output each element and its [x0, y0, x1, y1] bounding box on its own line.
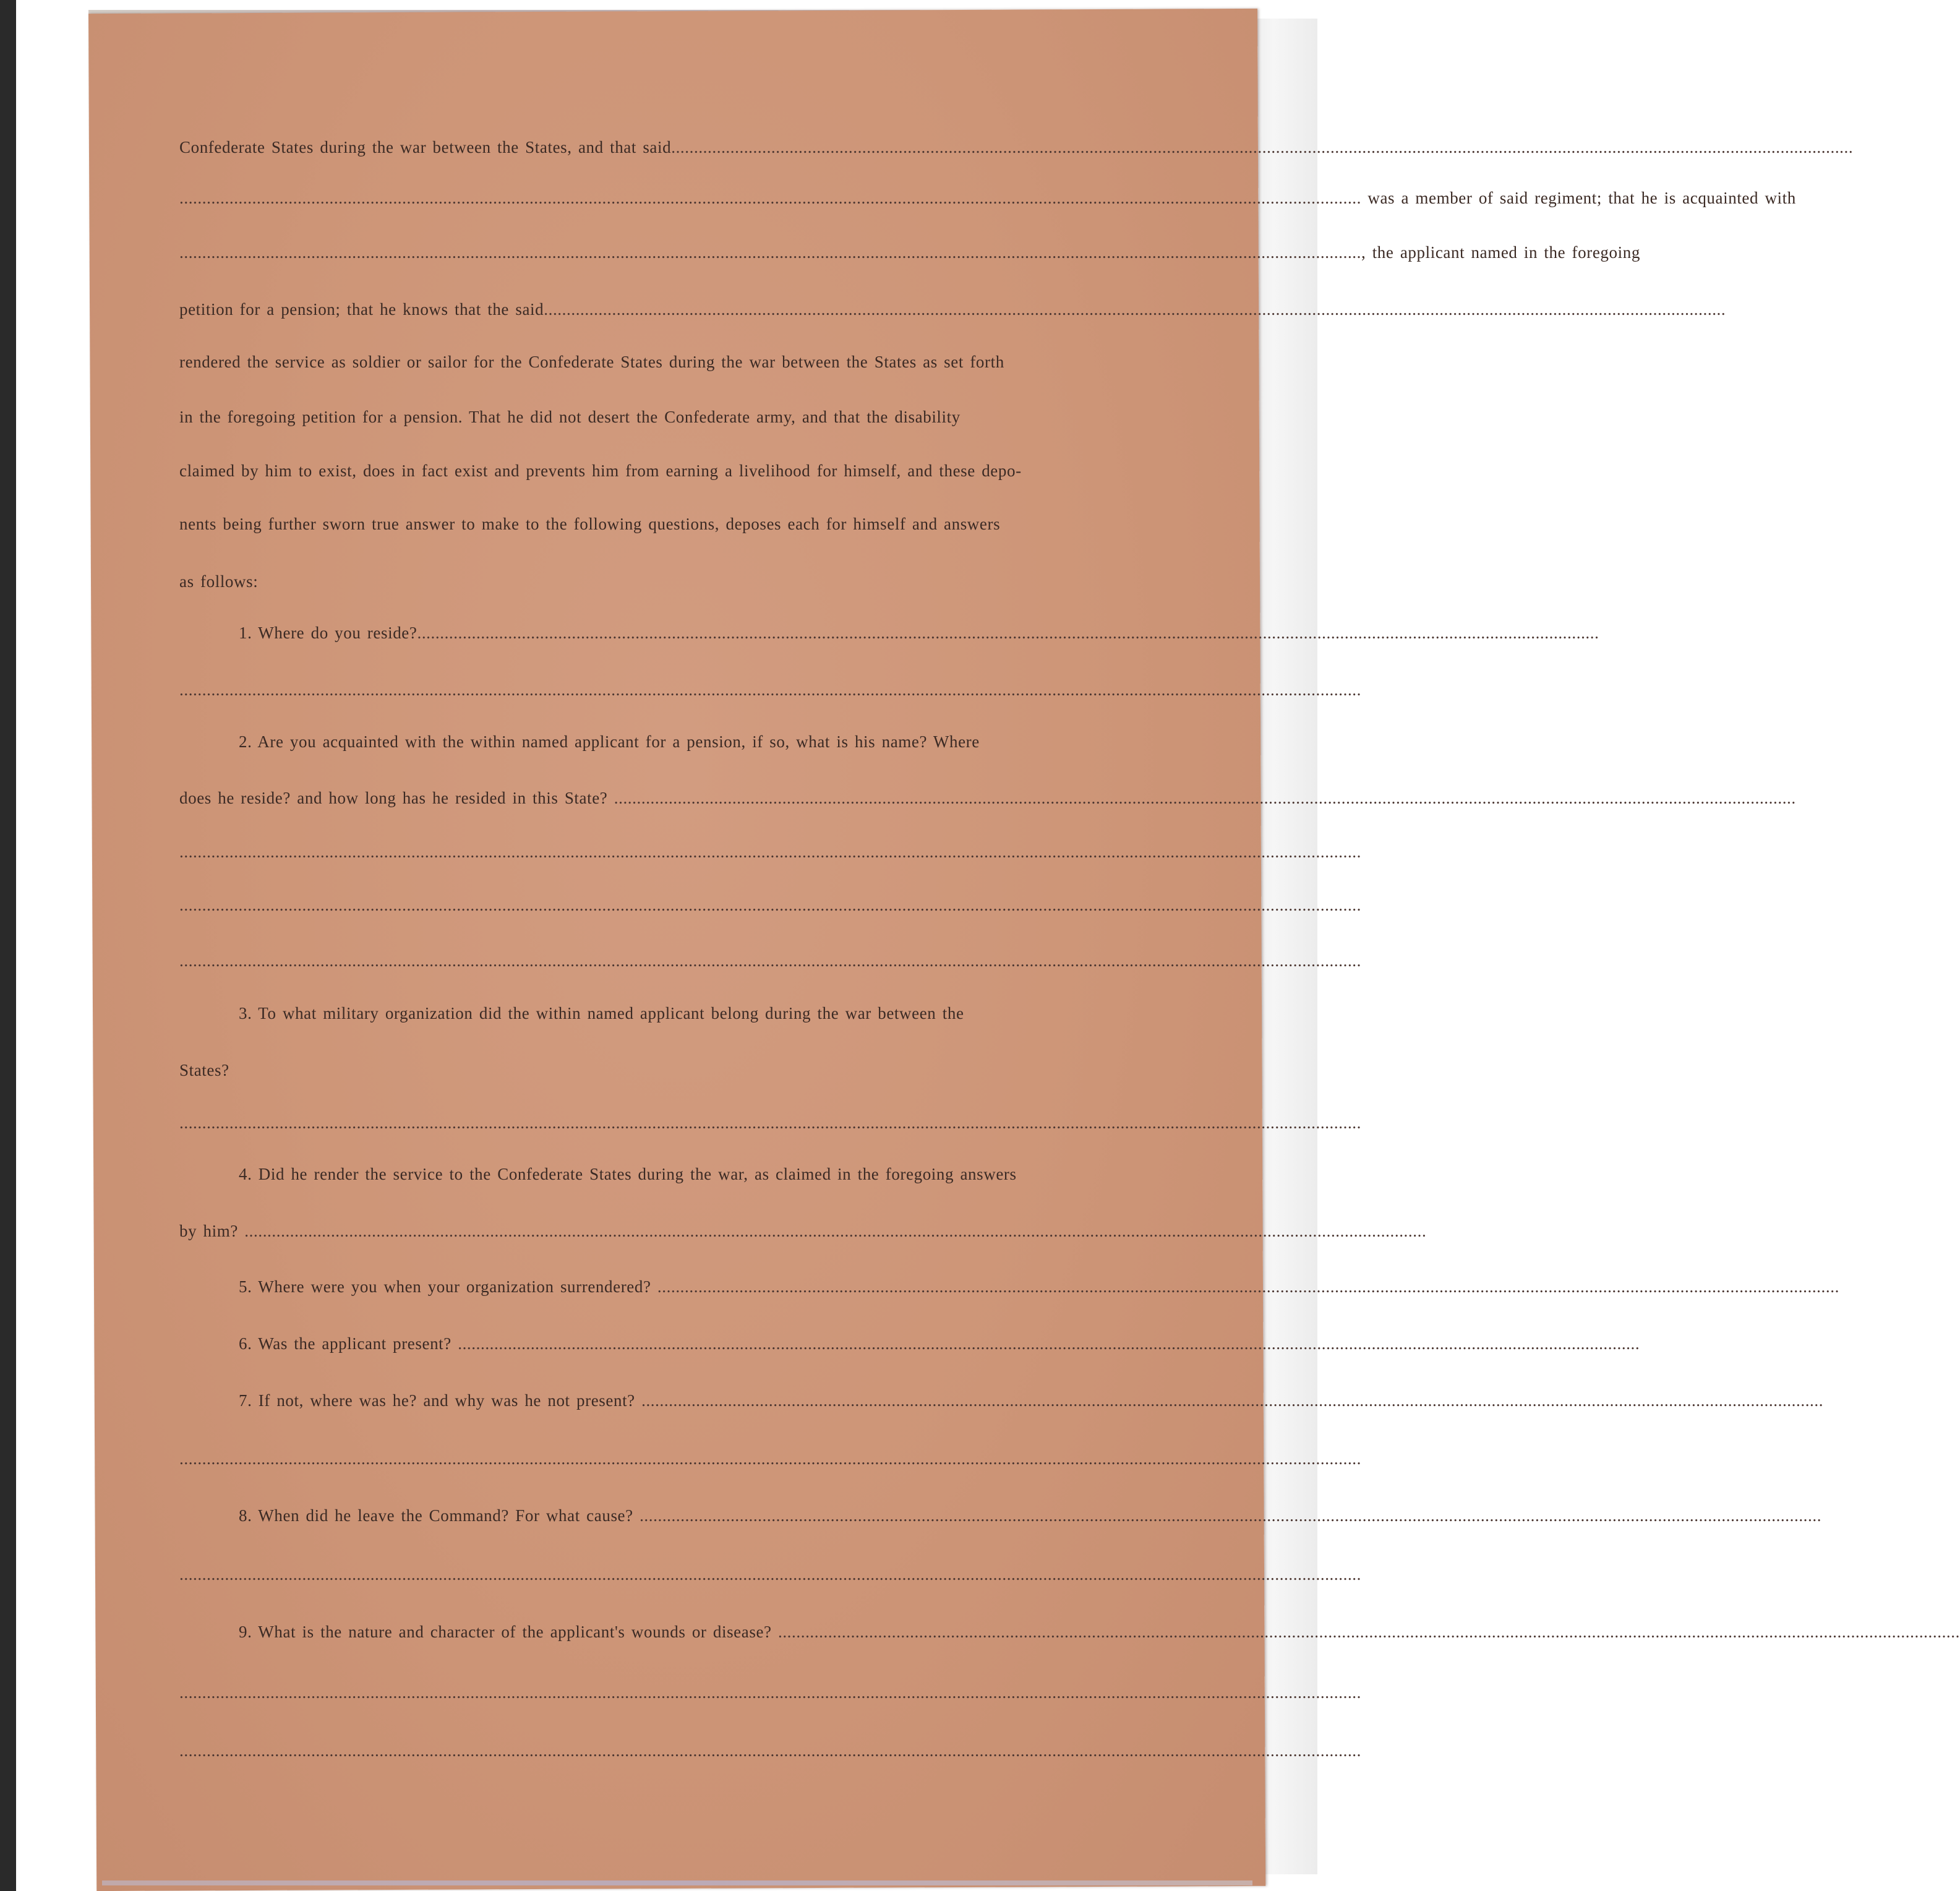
- fill-in-blank: ....................................................................................................................................................................................................................................................................: [544, 300, 1726, 319]
- line-text: as follows:: [179, 572, 259, 591]
- fill-in-blank: ....................................................................................................................................................................................................................................................................: [641, 1391, 1824, 1410]
- question-7: [239, 1388, 1824, 1413]
- text-line: [179, 186, 1796, 210]
- line-text: 6. Was the applicant present?: [239, 1334, 458, 1353]
- line-text: Confederate States during the war between the States, and that said: [179, 138, 672, 157]
- line-text: , the applicant named in the foregoing: [1361, 243, 1640, 262]
- question-4: [239, 1162, 1168, 1186]
- fill-in-blank: ....................................................................................................................................................................................................................................................................: [179, 951, 1361, 970]
- text-line: [179, 458, 1168, 483]
- fill-in-blank: ....................................................................................................................................................................................................................................................................: [179, 1683, 1361, 1702]
- line-text: in the foregoing petition for a pension. That he did not desert the Confederate army, and that the disability: [179, 408, 961, 426]
- fill-in-blank: ....................................................................................................................................................................................................................................................................: [417, 624, 1599, 642]
- fill-in-blank: ....................................................................................................................................................................................................................................................................: [179, 843, 1361, 861]
- question-6: [239, 1331, 1640, 1356]
- question-8: [239, 1503, 1822, 1528]
- line-text: petition for a pension; that he knows that the said: [179, 300, 544, 319]
- text-line: [179, 135, 1854, 160]
- fill-in-blank: ....................................................................................................................................................................................................................................................................: [777, 1623, 1960, 1641]
- fill-in-blank: ....................................................................................................................................................................................................................................................................: [179, 1565, 1361, 1584]
- fill-in-blank: ....................................................................................................................................................................................................................................................................: [244, 1222, 1427, 1240]
- text-line: [179, 786, 1796, 810]
- fill-in-blank: ....................................................................................................................................................................................................................................................................: [179, 1449, 1361, 1468]
- text-line: [179, 240, 1640, 265]
- fill-in-blank: ....................................................................................................................................................................................................................................................................: [179, 1741, 1361, 1760]
- question-2: [239, 729, 1168, 754]
- line-text: 1. Where do you reside?: [239, 624, 417, 642]
- answer-blank: [179, 948, 1361, 973]
- text-line: [179, 569, 1168, 594]
- line-text: 4. Did he render the service to the Confederate States during the war, as claimed in the foregoing answers: [239, 1165, 1017, 1183]
- fill-in-blank: ....................................................................................................................................................................................................................................................................: [458, 1334, 1640, 1353]
- text-line: [179, 405, 1168, 429]
- line-text: was a member of said regiment; that he is acquainted with: [1361, 189, 1796, 207]
- text-line: [179, 297, 1726, 322]
- paper-bottom-edge: [102, 1880, 1252, 1885]
- line-text: rendered the service as soldier or sailor for the Confederate States during the war between the States as set forth: [179, 353, 1004, 371]
- line-text: 5. Where were you when your organization surrendered?: [239, 1277, 657, 1296]
- answer-blank: [179, 1110, 1361, 1135]
- answer-blank: [179, 839, 1361, 864]
- fill-in-blank: ....................................................................................................................................................................................................................................................................: [640, 1506, 1822, 1525]
- fill-in-blank: ....................................................................................................................................................................................................................................................................: [179, 1113, 1361, 1132]
- line-text: nents being further sworn true answer to make to the following questions, deposes each for himself and answers: [179, 515, 1001, 533]
- answer-blank: [179, 1738, 1361, 1763]
- line-text: 2. Are you acquainted with the within named applicant for a pension, if so, what is his name? Where: [239, 732, 980, 751]
- text-line: [179, 512, 1168, 536]
- line-text: States?: [179, 1061, 229, 1079]
- text-line: [179, 349, 1168, 374]
- fill-in-blank: ....................................................................................................................................................................................................................................................................: [657, 1277, 1839, 1296]
- question-9: [239, 1619, 1960, 1644]
- fill-in-blank: ....................................................................................................................................................................................................................................................................: [179, 189, 1361, 207]
- answer-blank: [179, 1680, 1361, 1705]
- question-1: [239, 620, 1599, 645]
- line-text: 7. If not, where was he? and why was he not present?: [239, 1391, 642, 1410]
- line-text: does he reside? and how long has he resided in this State?: [179, 789, 614, 807]
- fill-in-blank: ....................................................................................................................................................................................................................................................................: [179, 680, 1361, 699]
- answer-blank: [179, 893, 1361, 917]
- fill-in-blank: ....................................................................................................................................................................................................................................................................: [179, 896, 1361, 914]
- fill-in-blank: ....................................................................................................................................................................................................................................................................: [614, 789, 1796, 807]
- fill-in-blank: ....................................................................................................................................................................................................................................................................: [179, 243, 1361, 262]
- line-text: claimed by him to exist, does in fact exist and prevents him from earning a livelihood for himself, and these depo-: [179, 461, 1022, 480]
- line-text: 3. To what military organization did the within named applicant belong during the war between the: [239, 1004, 964, 1023]
- line-text: 8. When did he leave the Command? For what cause?: [239, 1506, 640, 1525]
- answer-blank: [179, 1562, 1361, 1587]
- line-text: by him?: [179, 1222, 245, 1240]
- answer-blank: [179, 1446, 1361, 1471]
- text-line: [179, 1219, 1427, 1243]
- scan-border: [0, 0, 16, 1891]
- fill-in-blank: ....................................................................................................................................................................................................................................................................: [671, 138, 1854, 157]
- text-line: [179, 1058, 1168, 1083]
- question-3: [239, 1001, 1168, 1026]
- question-5: [239, 1274, 1839, 1299]
- line-text: 9. What is the nature and character of the applicant's wounds or disease?: [239, 1623, 778, 1641]
- answer-blank: [179, 677, 1361, 702]
